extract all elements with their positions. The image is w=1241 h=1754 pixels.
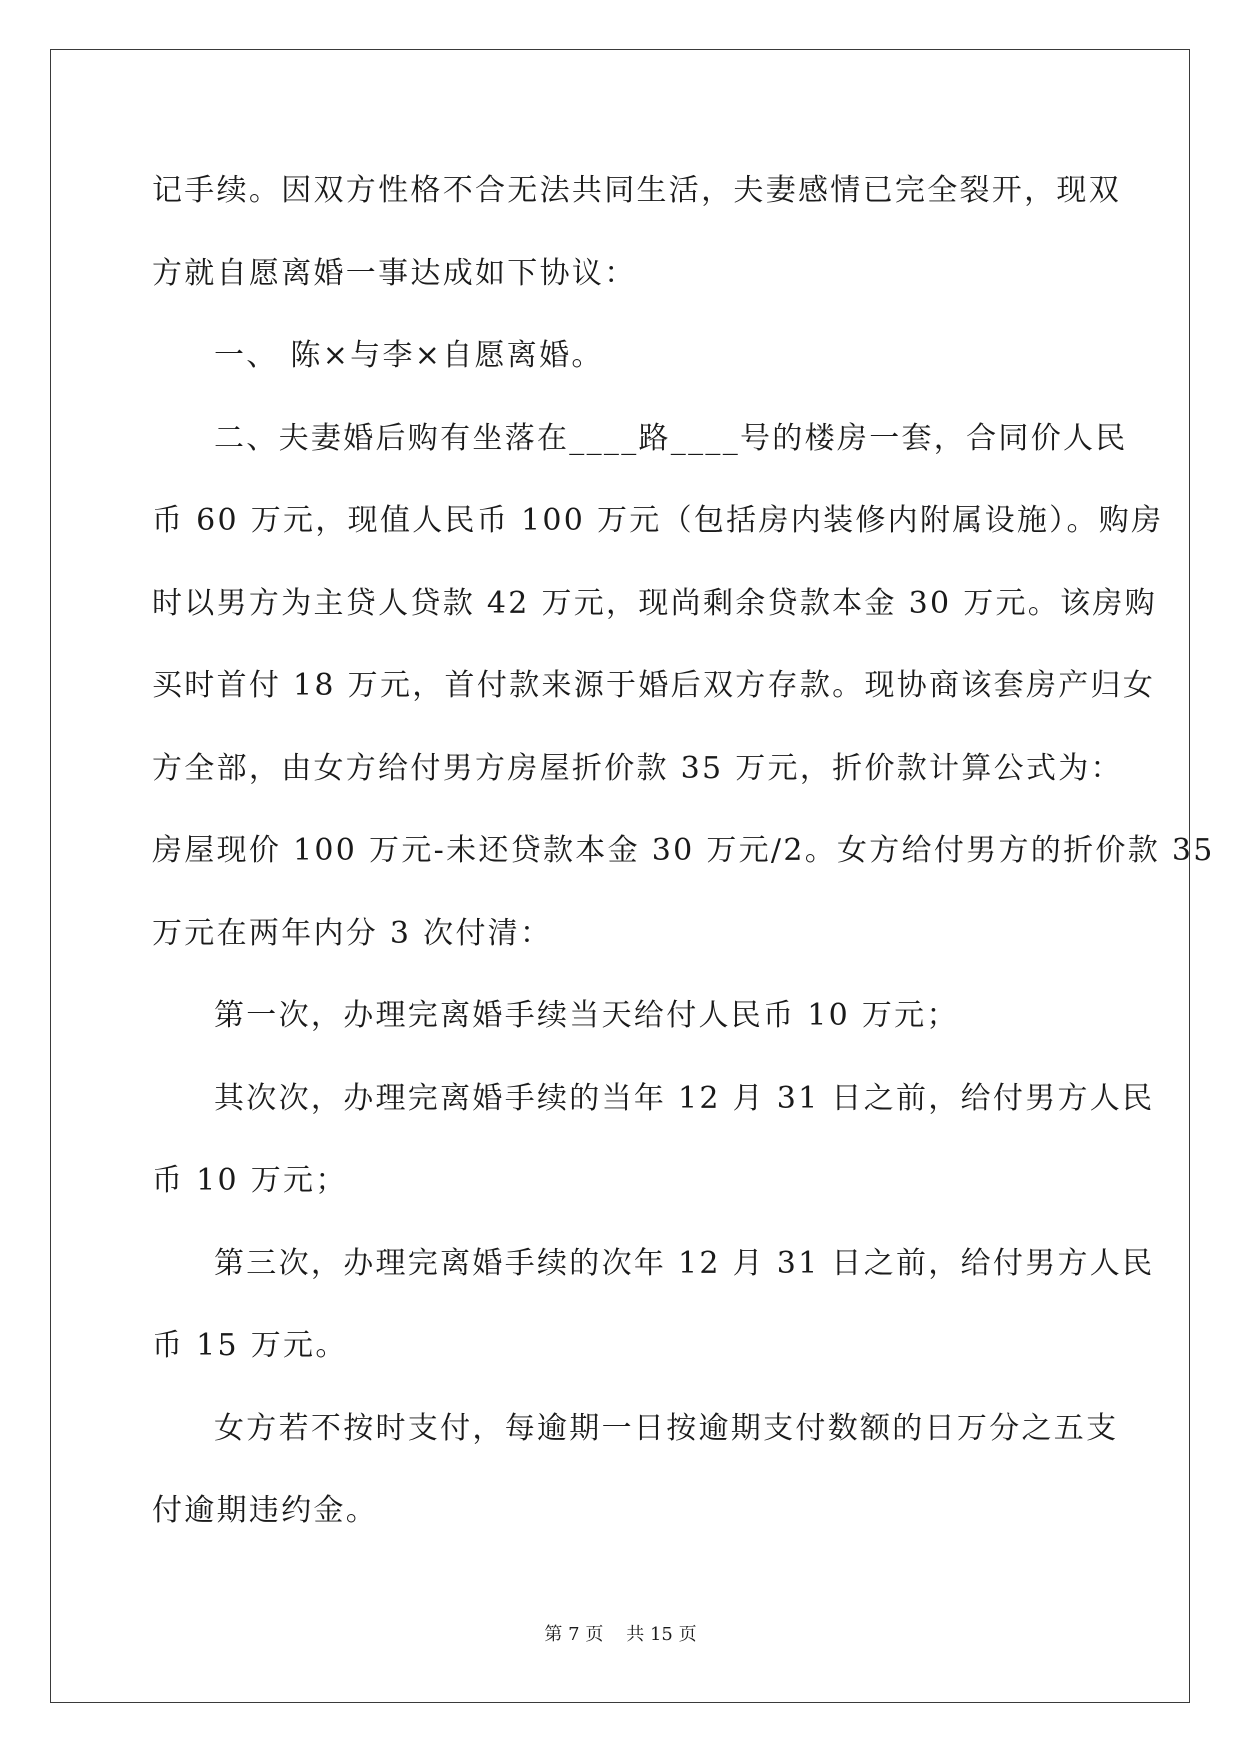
text-line: 其次次，办理完离婚手续的当年 12 月 31 日之前，给付男方人民 bbox=[214, 1080, 1155, 1116]
text-line: 房屋现价 100 万元-未还贷款本金 30 万元/2。女方给付男方的折价款 35 bbox=[152, 833, 1215, 868]
text-line: 买时首付 18 万元，首付款来源于婚后双方存款。现协商该套房产归女 bbox=[152, 668, 1156, 703]
text-line: 女方若不按时支付，每逾期一日按逾期支付数额的日万分之五支 bbox=[214, 1410, 1119, 1446]
text-line: 第一次，办理完离婚手续当天给付人民币 10 万元； bbox=[214, 998, 959, 1033]
text-line: 方全部，由女方给付男方房屋折价款 35 万元，折价款计算公式为： bbox=[152, 750, 1123, 786]
text-line: 币 10 万元； bbox=[152, 1163, 348, 1198]
text-line: 方就自愿离婚一事达成如下协议： bbox=[152, 255, 637, 291]
text-line: 二、夫妻婚后购有坐落在____路____号的楼房一套，合同价人民 bbox=[214, 420, 1128, 456]
page-footer bbox=[0, 1620, 1241, 1646]
text-line: 万元在两年内分 3 次付清： bbox=[152, 915, 553, 951]
text-line: 一、 陈×与李×自愿离婚。 bbox=[214, 338, 604, 373]
text-line: 记手续。因双方性格不合无法共同生活，夫妻感情已完全裂开，现双 bbox=[152, 173, 1121, 208]
text-line: 币 15 万元。 bbox=[152, 1328, 348, 1363]
document-body bbox=[152, 160, 1215, 1563]
text-line: 时以男方为主贷人贷款 42 万元，现尚剩余贷款本金 30 万元。该房购 bbox=[152, 585, 1157, 621]
text-line: 付逾期违约金。 bbox=[152, 1493, 379, 1528]
page-total: 共 15 页 bbox=[626, 1624, 697, 1645]
text-line: 第三次，办理完离婚手续的次年 12 月 31 日之前，给付男方人民 bbox=[214, 1245, 1155, 1281]
page-number: 第 7 页 bbox=[544, 1624, 604, 1645]
text-line: 币 60 万元，现值人民币 100 万元（包括房内装修内附属设施）。购房 bbox=[152, 503, 1164, 538]
